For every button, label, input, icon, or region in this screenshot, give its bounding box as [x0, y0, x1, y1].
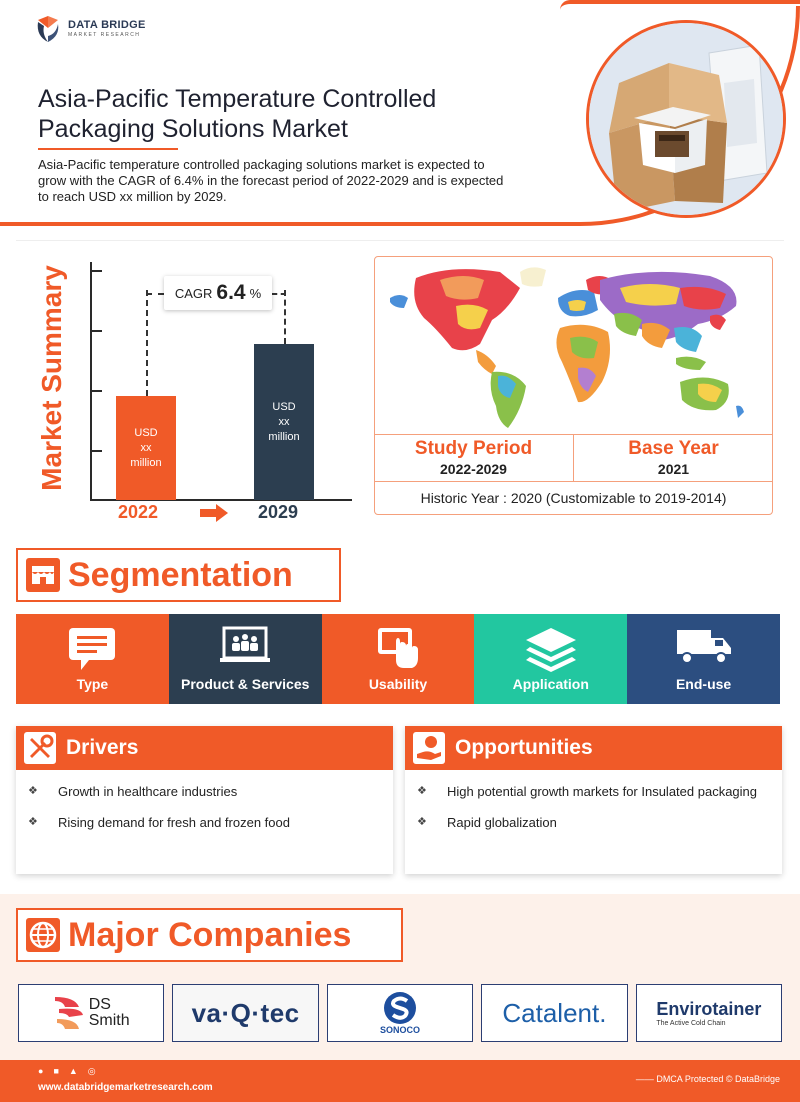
list-item — [28, 784, 381, 799]
segment-product-services[interactable] — [169, 614, 322, 704]
sonoco-text: SONOCO — [380, 1025, 421, 1035]
page-title-line2: Packaging Solutions Market — [38, 115, 348, 143]
base-year-value: 2021 — [657, 461, 690, 477]
companies-title: Major Companies — [68, 915, 352, 954]
bullet-icon: ❖ — [417, 785, 427, 797]
market-summary-label-text: Market Summary — [36, 265, 67, 491]
bar-2022-line1: USD — [134, 426, 158, 439]
footer-dmca: —— DMCA Protected © DataBridge — [635, 1074, 780, 1084]
segmentation-row — [16, 614, 780, 704]
tools-icon — [24, 732, 56, 764]
segment-type-label: Type — [76, 676, 109, 692]
opportunity-text: Rapid globalization — [447, 815, 557, 830]
bar-2029 — [254, 344, 314, 500]
page-subtitle: Asia-Pacific temperature controlled packaging solutions market is expected to grow with the CAGR of 6.4% in the forecast period of 2022-2029 and is expected to reach USD xx million by 2029. — [38, 157, 504, 204]
social-links — [38, 1066, 96, 1077]
chart-tick — [90, 450, 102, 452]
opportunities-title: Opportunities — [455, 736, 593, 759]
segment-usability-label: Usability — [368, 676, 428, 692]
study-period-value: 2022-2029 — [440, 461, 507, 477]
base-year-cell — [573, 435, 773, 481]
segment-end-use[interactable] — [627, 614, 780, 704]
storefront-icon — [26, 558, 60, 592]
opportunities-list — [405, 770, 782, 830]
bar-2022 — [116, 396, 176, 500]
bar-2022-line3: million — [130, 456, 162, 469]
layers-icon — [524, 626, 578, 674]
segment-application-label: Application — [512, 676, 589, 692]
bar-2029-line1: USD — [272, 400, 296, 413]
touch-icon — [374, 626, 422, 672]
study-period-cell — [374, 435, 573, 481]
hero-image — [586, 20, 786, 218]
company-logo-envirotainer[interactable] — [636, 984, 782, 1042]
arrow-right-icon — [200, 504, 228, 522]
period-row — [374, 434, 773, 482]
title-underline — [38, 148, 178, 150]
list-item — [417, 815, 770, 830]
list-item — [28, 815, 381, 830]
twitter-icon[interactable]: ▲ — [68, 1066, 78, 1076]
hand-coin-icon — [413, 732, 445, 764]
opportunities-header — [405, 726, 782, 770]
chat-icon — [67, 626, 117, 672]
catalent-text: Catalent. — [502, 997, 607, 1028]
drivers-list — [16, 770, 393, 830]
page-title-line1: Asia-Pacific Temperature Controlled — [38, 85, 437, 113]
brand-tagline: MARKET RESEARCH — [68, 32, 141, 38]
driver-text: Growth in healthcare industries — [58, 784, 238, 799]
skype-icon[interactable]: ● — [38, 1066, 44, 1076]
va-q-tec-text: va·Q·tec — [191, 997, 300, 1028]
drivers-header — [16, 726, 393, 770]
truck-icon — [675, 626, 733, 666]
segment-type[interactable] — [16, 614, 169, 704]
opportunity-text: High potential growth markets for Insulated packaging — [447, 784, 758, 799]
drivers-card — [16, 726, 393, 874]
drivers-title: Drivers — [66, 736, 139, 759]
header-section — [0, 0, 800, 232]
brand-logo[interactable] — [34, 14, 146, 44]
brand-logo-icon — [34, 14, 62, 44]
page-title — [38, 84, 558, 144]
ds-smith-line2: Smith — [88, 1012, 130, 1029]
segment-end-use-label: End-use — [675, 676, 732, 692]
bar-2022-line2: xx — [140, 441, 152, 454]
cagr-dash-top-left — [146, 293, 164, 295]
companies-header — [16, 908, 403, 962]
company-logo-catalent[interactable] — [481, 984, 627, 1042]
segment-product-services-label: Product & Services — [181, 676, 310, 692]
envirotainer-text: Envirotainer — [656, 999, 762, 1019]
footer — [0, 1060, 800, 1102]
presentation-icon — [218, 626, 272, 666]
cagr-value: 6.4 — [216, 281, 246, 304]
company-logo-sonoco[interactable] — [327, 984, 473, 1042]
chart-tick — [90, 330, 102, 332]
historic-year: Historic Year : 2020 (Customizable to 2019-2014) — [420, 490, 727, 506]
year-label-2029: 2029 — [258, 502, 299, 522]
company-logo-ds-smith[interactable] — [18, 984, 164, 1042]
bar-2029-line2: xx — [278, 415, 290, 428]
base-year-title: Base Year — [628, 438, 719, 459]
ds-smith-line1: DS — [88, 996, 111, 1013]
segmentation-header — [16, 548, 341, 602]
footer-url[interactable]: www.databridgemarketresearch.com — [38, 1082, 213, 1093]
cagr-dash-left — [146, 290, 148, 396]
packaging-box-illustration — [589, 23, 786, 218]
cagr-unit: % — [249, 285, 262, 301]
brand-name: DATA BRIDGE — [68, 19, 146, 31]
bullet-icon: ❖ — [28, 816, 38, 828]
driver-text: Rising demand for fresh and frozen food — [58, 815, 290, 830]
segment-application[interactable] — [474, 614, 627, 704]
company-logos — [18, 984, 782, 1044]
bullet-icon: ❖ — [417, 816, 427, 828]
year-label-2022: 2022 — [118, 502, 159, 522]
segmentation-title: Segmentation — [68, 555, 293, 594]
cagr-dash-right — [284, 290, 286, 344]
company-logo-va-q-tec[interactable] — [172, 984, 318, 1042]
bar-2029-line3: million — [268, 430, 300, 443]
world-map-icon — [380, 258, 766, 434]
cagr-dash-top-right — [272, 293, 286, 295]
instagram-icon[interactable]: ◎ — [87, 1066, 96, 1076]
facebook-icon[interactable]: ■ — [53, 1066, 59, 1076]
opportunities-card — [405, 726, 782, 874]
cagr-label: CAGR — [174, 285, 213, 301]
envirotainer-sub: The Active Cold Chain — [656, 1020, 726, 1027]
market-summary-label — [32, 258, 72, 498]
globe-icon — [26, 918, 60, 952]
chart-y-axis — [90, 262, 92, 500]
list-item — [417, 784, 770, 799]
segment-usability[interactable] — [322, 614, 475, 704]
chart-tick — [90, 390, 102, 392]
chart-tick — [90, 270, 102, 272]
bullet-icon: ❖ — [28, 785, 38, 797]
ds-smith-logo-icon — [53, 993, 87, 1033]
study-period-title: Study Period — [414, 438, 533, 459]
sonoco-logo-icon — [383, 991, 417, 1025]
cagr-badge — [164, 276, 272, 310]
